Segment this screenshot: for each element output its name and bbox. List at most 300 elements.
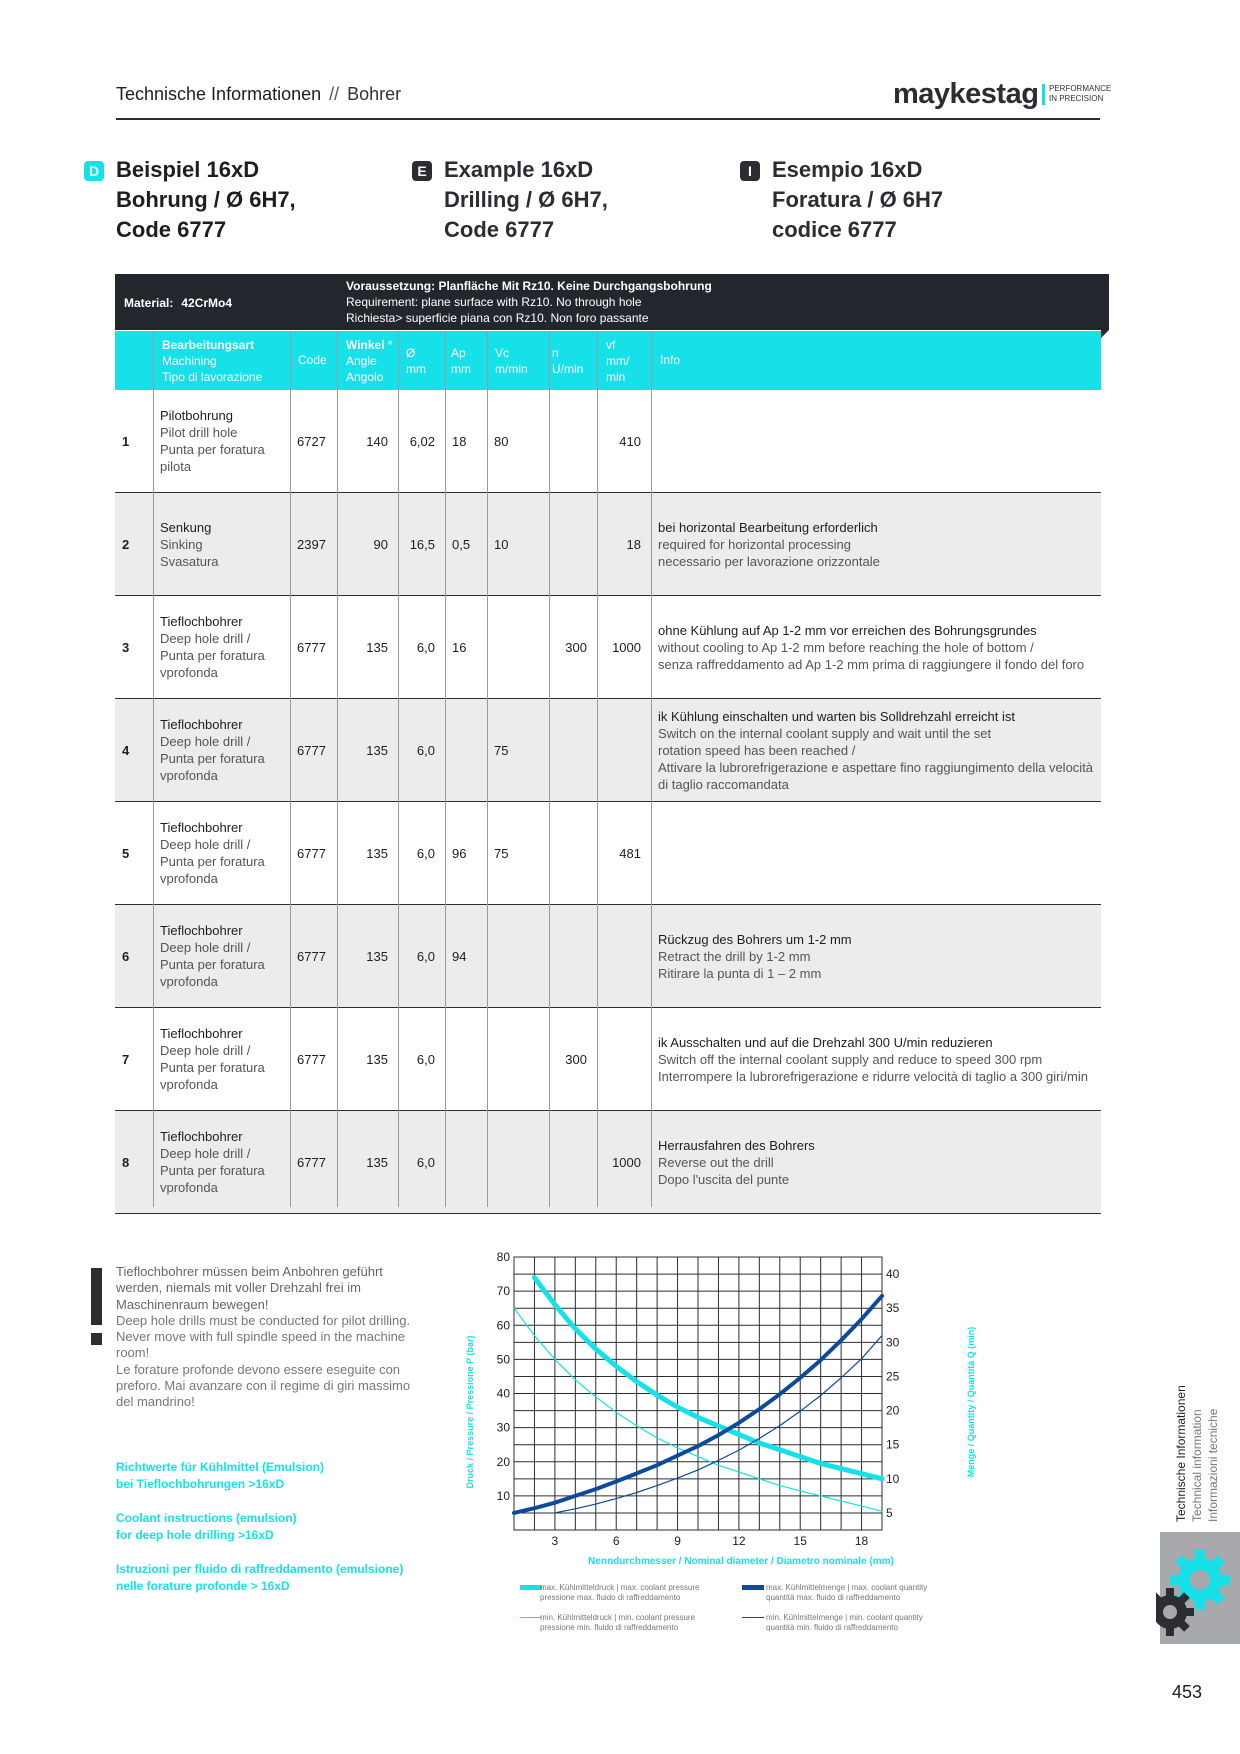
cell-vc: [487, 596, 549, 698]
x-tick-label: 12: [732, 1534, 746, 1548]
cell-value: 6777: [297, 639, 326, 655]
cell-ap: [445, 802, 487, 904]
cell-line: ik Kühlung einschalten und warten bis Solldrehzahl erreicht ist: [658, 708, 1015, 724]
column-divider: [445, 331, 446, 1207]
cell-ap: [445, 596, 487, 698]
cell-m: [153, 390, 290, 492]
cell-value: 2: [122, 536, 130, 552]
cell-value: 6,0: [416, 1154, 435, 1170]
table-row: [115, 1008, 1101, 1111]
cell-dia: [398, 1111, 445, 1213]
cell-line: Deep hole drill /: [160, 734, 251, 749]
heading-line: Foratura / Ø 6H7: [772, 187, 944, 212]
legend-swatch-blue-thin: [742, 1617, 764, 1618]
heading-line: Example 16xD: [444, 157, 594, 182]
coolant-note-line: bei Tieflochbohrungen >16xD: [116, 1476, 285, 1491]
cell-lines: [160, 407, 265, 475]
coolant-note-line: nelle forature profonde > 16xD: [116, 1578, 290, 1593]
y-left-tick-label: 60: [496, 1318, 510, 1333]
cell-value: 300: [565, 1051, 587, 1067]
cell-i: [651, 596, 1101, 698]
cell-n: [549, 1008, 597, 1110]
cell-line: Tieflochbohrer: [160, 1129, 243, 1144]
y-left-tick-label: 50: [496, 1352, 510, 1367]
cell-vf: [597, 390, 651, 492]
cell-lines: [160, 819, 265, 887]
column-divider: [153, 331, 154, 1207]
page-number: 453: [1172, 1682, 1203, 1702]
y-left-tick-label: 10: [496, 1488, 510, 1503]
cell-lines: [160, 716, 265, 784]
warning-en: Deep hole drills must be conducted for pilot drilling. Never move with full spindle speed in the machine room!: [116, 1312, 411, 1361]
cell-line: Retract the drill by 1-2 mm: [658, 948, 811, 964]
cell-value: 94: [452, 948, 467, 964]
coolant-note-it: [116, 1561, 416, 1595]
cell-vc: [487, 1008, 549, 1110]
cell-line: Punta per foratura: [160, 957, 265, 972]
cell-line: Deep hole drill /: [160, 837, 251, 852]
gear-icon: [1156, 1540, 1240, 1644]
cell-lines: [658, 1137, 815, 1188]
cell-value: 3: [122, 639, 130, 655]
header-angle: [346, 331, 406, 396]
cell-line: vprofonda: [160, 871, 218, 886]
cell-line: Deep hole drill /: [160, 1146, 251, 1161]
logo-accent-bar: [1042, 84, 1045, 105]
cell-line: Herrausfahren des Bohrers: [658, 1137, 815, 1153]
brand-logo: maykestag: [893, 78, 1039, 110]
heading-line: Esempio 16xD: [772, 157, 923, 182]
warning-de: Tieflochbohrer müssen beim Anbohren geführt werden, niemals mit voller Drehzahl frei im Maschinenraum bewegen!: [116, 1264, 383, 1312]
cell-value: 300: [565, 639, 587, 655]
machining-table: [115, 331, 1101, 1214]
cell-angle: [337, 596, 398, 698]
column-divider: [398, 331, 399, 1207]
table-row: [115, 390, 1101, 493]
cell-ap: [445, 699, 487, 801]
y-right-tick-label: 10: [886, 1471, 900, 1486]
column-divider: [651, 331, 652, 1207]
header-info: Info: [660, 353, 681, 367]
cell-value: 0,5: [452, 536, 471, 552]
cell-value: 16: [452, 639, 467, 655]
brand-tagline: [1049, 84, 1111, 104]
cell-lines: [658, 519, 880, 570]
cell-lines: [160, 1025, 265, 1093]
column-divider: [337, 331, 338, 1207]
header-text: Vc: [495, 346, 510, 360]
header-text: Ø: [406, 346, 416, 360]
cell-value: 6777: [297, 742, 326, 758]
cell-ap: [445, 390, 487, 492]
cell-code: [290, 1111, 337, 1213]
cell-value: 7: [122, 1051, 130, 1067]
cell-vc: [487, 905, 549, 1007]
cell-value: 6727: [297, 433, 326, 449]
cell-ap: [445, 493, 487, 595]
legend-line: min. Kühlmittelmenge | min. coolant quantity: [766, 1613, 923, 1622]
x-tick-label: 9: [674, 1534, 681, 1548]
header-text: n: [552, 346, 559, 360]
cell-num: [115, 1111, 153, 1213]
warning-exclamation-dot: [91, 1333, 102, 1345]
cell-line: Ritirare la punta di 1 – 2 mm: [658, 965, 822, 981]
table-row: [115, 596, 1101, 699]
y-right-tick-label: 20: [886, 1403, 900, 1418]
header-text: mm: [451, 362, 471, 376]
cell-i: [651, 493, 1101, 595]
header-title-main: Technische Informationen: [116, 84, 322, 104]
cell-line: ohne Kühlung auf Ap 1-2 mm vor erreichen des Bohrungsgrundes: [658, 622, 1037, 638]
legend-line: max. Kühlmittelmenge | max. coolant quantity: [766, 1583, 928, 1592]
cell-code: [290, 390, 337, 492]
header-text: Tipo di lavorazione: [162, 370, 263, 384]
cell-value: 6,0: [416, 948, 435, 964]
cell-dia: [398, 802, 445, 904]
cell-value: 481: [619, 845, 641, 861]
y-right-tick-label: 25: [886, 1369, 900, 1384]
table-header-row: [115, 331, 1101, 390]
table-row: [115, 699, 1101, 802]
language-badge-e: E: [412, 161, 432, 181]
legend-line: pressione max. fluido di raffreddamento: [540, 1593, 681, 1602]
cell-line: Attivare la lubrorefrigerazione e aspettare fino raggiungimento della velocità di taglio raccomandata: [658, 759, 1094, 792]
material-value: 42CrMo4: [181, 296, 233, 310]
header-text: vf: [606, 338, 616, 352]
requirement-en: Requirement: plane surface with Rz10. No through hole: [346, 295, 642, 309]
heading-text: [444, 155, 608, 245]
cell-dia: [398, 390, 445, 492]
column-divider: [290, 331, 291, 1207]
material-key: Material:: [124, 296, 174, 310]
cell-value: 5: [122, 845, 130, 861]
cell-line: vprofonda: [160, 665, 218, 680]
coolant-note-de: [116, 1459, 416, 1493]
cell-n: [549, 802, 597, 904]
cell-code: [290, 1008, 337, 1110]
cell-value: 6777: [297, 1051, 326, 1067]
warning-exclamation-icon: [91, 1268, 102, 1325]
table-row: [115, 493, 1101, 596]
cell-line: without cooling to Ap 1-2 mm before reaching the hole of bottom /: [658, 639, 1034, 655]
legend-line: pressione min. fluido di raffreddamento: [540, 1623, 679, 1632]
legend-text: [540, 1613, 695, 1633]
language-badge-d: D: [84, 161, 104, 181]
legend-line: min. Kühlmitteldruck | min. coolant pressure: [540, 1613, 696, 1622]
cell-value: 135: [366, 845, 388, 861]
cell-line: vprofonda: [160, 768, 218, 783]
cell-ap: [445, 905, 487, 1007]
cell-vc: [487, 1111, 549, 1213]
table-row: [115, 802, 1101, 905]
heading-line: Beispiel 16xD: [116, 157, 260, 182]
cell-line: Rückzug des Bohrers um 1-2 mm: [658, 931, 852, 947]
cell-code: [290, 905, 337, 1007]
header-vf: [606, 331, 651, 396]
cell-value: 6,0: [416, 639, 435, 655]
warning-it: Le forature profonde devono essere eseguite con preforo. Mai avanzare con il regime di giri massimo del mandrino!: [116, 1361, 411, 1410]
header-text: Bearbeitungsart: [162, 338, 255, 352]
x-tick-label: 18: [854, 1534, 869, 1548]
cell-dia: [398, 699, 445, 801]
x-tick-label: 15: [793, 1534, 807, 1548]
cell-value: 6,0: [416, 845, 435, 861]
cell-line: Reverse out the drill: [658, 1154, 774, 1170]
cell-dia: [398, 1008, 445, 1110]
cell-line: vprofonda: [160, 1077, 218, 1092]
cell-value: 135: [366, 948, 388, 964]
coolant-note-line: Istruzioni per fluido di raffreddamento (emulsione): [116, 1561, 404, 1576]
cell-line: bei horizontal Bearbeitung erforderlich: [658, 519, 878, 535]
cell-dia: [398, 493, 445, 595]
y-axis-right-label: Menge / Quantity / Quantità Q (min): [966, 1326, 976, 1478]
cell-value: 75: [494, 845, 509, 861]
cell-num: [115, 802, 153, 904]
cell-vf: [597, 493, 651, 595]
cell-m: [153, 1008, 290, 1110]
heading-line: codice 6777: [772, 217, 897, 242]
cell-m: [153, 1111, 290, 1213]
cell-value: 18: [626, 536, 641, 552]
heading-line: Drilling / Ø 6H7,: [444, 187, 608, 212]
cell-line: Punta per foratura: [160, 751, 265, 766]
cell-vc: [487, 390, 549, 492]
cell-line: vprofonda: [160, 974, 218, 989]
cell-line: Deep hole drill /: [160, 631, 251, 646]
language-badge-i: I: [740, 161, 760, 181]
cell-num: [115, 905, 153, 1007]
x-tick-label: 3: [551, 1534, 559, 1548]
cell-num: [115, 699, 153, 801]
cell-m: [153, 493, 290, 595]
cell-line: Tieflochbohrer: [160, 614, 243, 629]
cell-value: 135: [366, 639, 388, 655]
cell-line: pilota: [160, 459, 192, 474]
cell-vf: [597, 699, 651, 801]
cell-angle: [337, 699, 398, 801]
table-row: [115, 1111, 1101, 1214]
side-tab-it: Informazioni tecniche: [1206, 1408, 1220, 1522]
header-text: Machining: [162, 354, 217, 368]
table-requirements-bar: [115, 274, 1109, 330]
cell-lines: [160, 922, 265, 990]
cell-dia: [398, 905, 445, 1007]
cell-value: 6,02: [409, 433, 435, 449]
cell-value: 1000: [612, 1154, 641, 1170]
cell-value: 6,0: [416, 742, 435, 758]
cell-line: Punta per foratura: [160, 442, 265, 457]
cell-vf: [597, 1008, 651, 1110]
cell-value: 6777: [297, 1154, 326, 1170]
cell-vc: [487, 699, 549, 801]
cell-line: necessario per lavorazione orizzontale: [658, 553, 880, 569]
table-body: [115, 390, 1101, 1214]
y-left-tick-label: 40: [496, 1386, 510, 1401]
cell-value: 6: [122, 948, 130, 964]
cell-n: [549, 596, 597, 698]
table-row: [115, 905, 1101, 1008]
cell-value: 10: [494, 536, 509, 552]
heading-line: Bohrung / Ø 6H7,: [116, 187, 296, 212]
cell-line: Punta per foratura: [160, 1060, 265, 1075]
legend-text: [540, 1583, 699, 1603]
cell-value: 96: [452, 845, 467, 861]
heading-line: Code 6777: [116, 217, 227, 242]
x-tick-label: 6: [612, 1534, 620, 1548]
legend-line: quantità max. fluido di raffreddamento: [766, 1593, 901, 1602]
cell-i: [651, 905, 1101, 1007]
cell-angle: [337, 493, 398, 595]
cell-code: [290, 493, 337, 595]
cell-i: [651, 390, 1101, 492]
legend-swatch-cyan-thick: [520, 1585, 542, 1590]
cell-lines: [658, 622, 1084, 673]
cell-value: 410: [619, 433, 641, 449]
cell-vf: [597, 905, 651, 1007]
cell-angle: [337, 1008, 398, 1110]
cell-n: [549, 905, 597, 1007]
side-tab-de: Technische Informationen: [1174, 1385, 1188, 1522]
column-divider: [597, 331, 598, 1207]
cell-lines: [658, 1034, 1088, 1085]
header-machining: [162, 331, 292, 396]
chart-grid: [514, 1257, 882, 1530]
cell-num: [115, 493, 153, 595]
cell-num: [115, 596, 153, 698]
cell-line: ik Ausschalten und auf die Drehzahl 300 U/min reduzieren: [658, 1034, 993, 1050]
y-left-tick-label: 80: [496, 1250, 510, 1264]
coolant-chart: [450, 1250, 1000, 1570]
coolant-note-line: for deep hole drilling >16xD: [116, 1527, 274, 1542]
cell-value: 16,5: [409, 536, 435, 552]
cell-line: Interrompere la lubrorefrigerazione e ridurre velocità di taglio a 300 giri/min: [658, 1068, 1088, 1084]
y-right-tick-label: 5: [886, 1505, 893, 1520]
header-divider: [116, 118, 1100, 120]
cell-line: vprofonda: [160, 1180, 218, 1195]
header-text: mm/: [606, 354, 630, 368]
cell-value: 135: [366, 1051, 388, 1067]
tagline-line-1: PERFORMANCE: [1049, 84, 1112, 93]
y-right-tick-label: 15: [886, 1437, 900, 1452]
cell-line: Deep hole drill /: [160, 940, 251, 955]
y-left-tick-label: 30: [496, 1420, 510, 1435]
legend-swatch-cyan-thin: [520, 1617, 542, 1618]
cell-angle: [337, 390, 398, 492]
cell-line: Pilotbohrung: [160, 408, 233, 423]
legend-swatch-blue-thick: [742, 1585, 764, 1590]
cell-line: Punta per foratura: [160, 1163, 265, 1178]
cell-lines: [160, 613, 265, 681]
cell-line: required for horizontal processing: [658, 536, 851, 552]
cell-line: Deep hole drill /: [160, 1043, 251, 1058]
header-code: Code: [298, 353, 327, 367]
header-text: Angle: [346, 354, 377, 368]
cell-num: [115, 1008, 153, 1110]
cell-line: Punta per foratura: [160, 648, 265, 663]
cell-m: [153, 905, 290, 1007]
cell-m: [153, 596, 290, 698]
header-title: [116, 84, 401, 105]
cell-vc: [487, 802, 549, 904]
cell-value: 140: [366, 433, 388, 449]
y-right-tick-label: 30: [886, 1335, 900, 1350]
cell-line: Dopo l'uscita del punte: [658, 1171, 790, 1187]
heading-text: [116, 155, 296, 245]
cell-line: Pilot drill hole: [160, 425, 238, 440]
cell-line: Senkung: [160, 519, 212, 535]
coolant-note-line: Coolant instructions (emulsion): [116, 1510, 297, 1525]
material-label: [124, 296, 232, 310]
header-subtitle: Bohrer: [347, 84, 402, 104]
column-divider: [487, 331, 488, 1207]
cell-lines: [160, 1128, 265, 1196]
header-text: m/min: [495, 362, 528, 376]
cell-angle: [337, 802, 398, 904]
y-right-tick-label: 35: [886, 1301, 900, 1316]
cell-value: 75: [494, 742, 509, 758]
cell-line: senza raffreddamento ad Ap 1-2 mm prima di raggiungere il fondo del foro: [658, 656, 1085, 672]
cell-line: Switch on the internal coolant supply and wait until the set: [658, 725, 992, 741]
header-text: min: [606, 370, 626, 384]
cell-m: [153, 802, 290, 904]
cell-value: 1: [122, 433, 130, 449]
y-left-tick-label: 70: [496, 1284, 510, 1299]
y-left-tick-label: 20: [496, 1454, 510, 1469]
cell-value: 135: [366, 742, 388, 758]
cell-lines: [658, 708, 1101, 793]
header-text: Winkel °: [346, 338, 393, 352]
cell-angle: [337, 1111, 398, 1213]
cell-line: Tieflochbohrer: [160, 717, 243, 732]
legend-text: [766, 1613, 923, 1633]
cell-value: 6777: [297, 948, 326, 964]
cell-n: [549, 699, 597, 801]
cell-line: Tieflochbohrer: [160, 1026, 243, 1041]
cell-line: Svasatura: [160, 553, 219, 569]
requirement-it: Richiesta> superficie piana con Rz10. Non foro passante: [346, 311, 649, 325]
cell-num: [115, 390, 153, 492]
cell-i: [651, 1111, 1101, 1213]
cell-vf: [597, 802, 651, 904]
cell-n: [549, 1111, 597, 1213]
cell-dia: [398, 596, 445, 698]
cell-value: 1000: [612, 639, 641, 655]
cell-value: 90: [373, 536, 388, 552]
cell-n: [549, 390, 597, 492]
cell-code: [290, 596, 337, 698]
cell-line: Punta per foratura: [160, 854, 265, 869]
cell-value: 6777: [297, 845, 326, 861]
header-text: mm: [406, 362, 426, 376]
cell-value: 6,0: [416, 1051, 435, 1067]
cell-line: Tieflochbohrer: [160, 923, 243, 938]
cell-vf: [597, 1111, 651, 1213]
cell-angle: [337, 905, 398, 1007]
cell-line: Sinking: [160, 536, 203, 552]
cell-value: 135: [366, 1154, 388, 1170]
cell-lines: [160, 519, 219, 570]
requirement-text: [346, 278, 712, 326]
cell-i: [651, 802, 1101, 904]
cell-code: [290, 802, 337, 904]
cell-n: [549, 493, 597, 595]
cell-value: 8: [122, 1154, 130, 1170]
heading-line: Code 6777: [444, 217, 555, 242]
cell-vf: [597, 596, 651, 698]
header-text: Ap: [451, 346, 466, 360]
legend-line: max. Kühlmitteldruck | max. coolant pressure: [540, 1583, 700, 1592]
x-axis-label: Nenndurchmesser / Nominal diameter / Diametro nominale (mm): [588, 1556, 894, 1567]
